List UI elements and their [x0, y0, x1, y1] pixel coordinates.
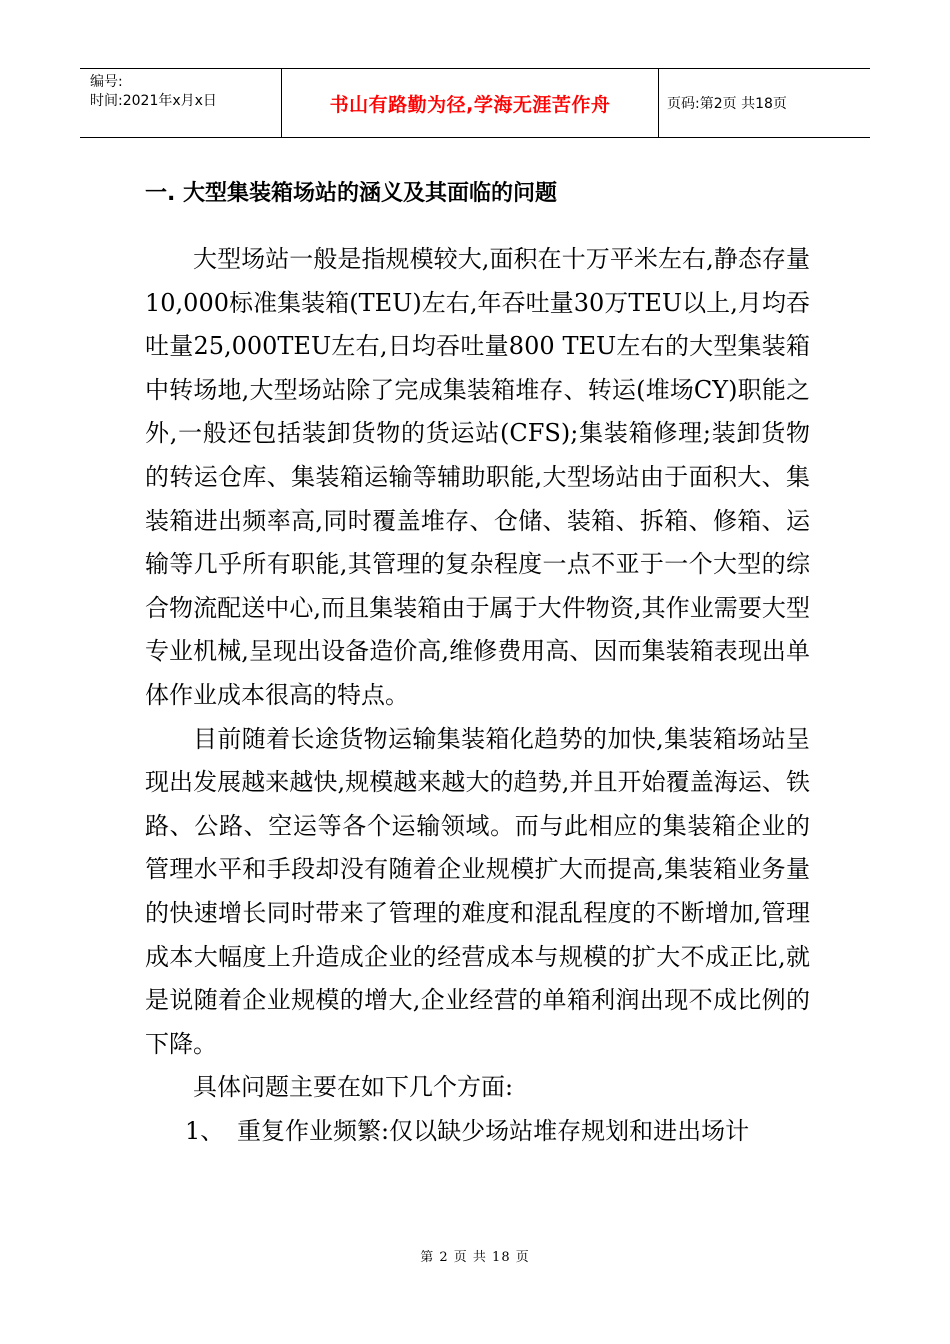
document-date: 时间:2021年x月x日	[90, 93, 217, 109]
paragraph-2: 目前随着长途货物运输集装箱化趋势的加快,集装箱场站呈现出发展越来越快,规模越来越大的趋势,并且开始覆盖海运、铁路、公路、空运等各个运输领域。而与此相应的集装箱企业的管理水平和手段却没有随着企业规模扩大而提高,集装箱业务量的快速增长同时带来了管理的难度和混乱程度的不断增加,管理成本大幅度上升造成企业的经营成本与规模的扩大不成正比,就是说随着企业规模的增大,企业经营的单箱利润出现不成比例的下降。	[145, 724, 810, 1058]
header-motto: 书山有路勤为径,学海无涯苦作舟	[282, 69, 659, 137]
list-item-text: 重复作业频繁:仅以缺少场站堆存规划和进出场计	[237, 1116, 750, 1145]
section-title: 一. 大型集装箱场站的涵义及其面临的问题	[145, 181, 558, 206]
list-item-number: 1、	[185, 1116, 225, 1145]
header-meta-cell	[80, 69, 282, 137]
paragraph-3: 具体问题主要在如下几个方面:	[193, 1073, 514, 1102]
document-number-label: 编号:	[90, 74, 123, 90]
header-page-code: 页码:第2页 共18页	[667, 96, 787, 112]
page-footer: 第 2 页 共 18 页	[420, 1250, 530, 1265]
paragraph-1: 大型场站一般是指规模较大,面积在十万平米左右,静态存量10,000标准集装箱(TEU)左右,年吞吐量30万TEU以上,月均吞吐量25,000TEU左右,日均吞吐量800 TEU左右的大型集装箱中转场地,大型场站除了完成集装箱堆存、转运(堆场CY)职能之外,一般还包括装卸货物的货运站(CFS);集装箱修理;装卸货物的转运仓库、集装箱运输等辅助职能,大型场站由于面积大、集装箱进出频率高,同时覆盖堆存、仓储、装箱、拆箱、修箱、运输等几乎所有职能,其管理的复杂程度一点不亚于一个大型的综合物流配送中心,而且集装箱由于属于大件物资,其作业需要大型专业机械,呈现出设备造价高,维修费用高、因而集装箱表现出单体作业成本很高的特点。	[145, 245, 810, 709]
body-paragraphs	[145, 238, 810, 1110]
page-header	[80, 68, 870, 138]
document-body	[145, 172, 810, 1153]
list-item	[145, 1110, 810, 1154]
